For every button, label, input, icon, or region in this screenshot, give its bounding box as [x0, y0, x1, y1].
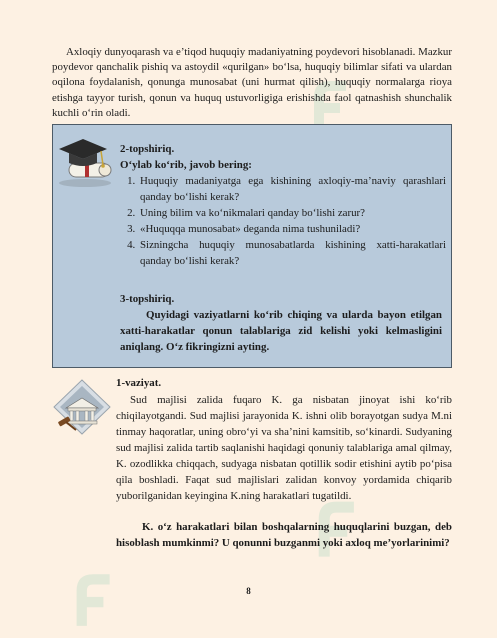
list-item: 4. Sizningcha huquqiy munosabatlarda kishining xatti-harakatlari qanday bo‘lishi kerak? [138, 237, 446, 269]
task2-section [120, 141, 446, 269]
list-item: 2. Uning bilim va ko‘nikmalari qanday bo‘lishi zarur? [138, 205, 446, 221]
list-item: 1. Huquqiy madaniyatga ega kishining axloqiy-ma’naviy qarashlari qanday bo‘lishi kerak? [138, 173, 446, 205]
intro-paragraph: Axloqiy dunyoqarash va e’tiqod huquqiy madaniyatning poydevori hisoblanadi. Mazkur poydevor qanchalik pishiq va astoydil «qurilgan» bo‘lsa, huquqiy bilimlar sifati va ulardan oqilona foydalanish, qonunga munosabat (uni hurmat qilish), huquqiy normalarga rioya etishga tayyor turish, qonun va huquq ustuvorligiga erishishda faol qatnashish shunchalik kuchli o‘rin oladi. [52, 46, 452, 119]
task2-title: 2-topshiriq. [120, 143, 175, 155]
case1-title: 1-vaziyat. [116, 377, 162, 389]
courthouse-gavel-icon [52, 378, 112, 436]
task2-question-list [120, 173, 446, 269]
list-item: 3. «Huquqqa munosabat» deganda nima tushuniladi? [138, 221, 446, 237]
case1-body: Sud majlisi zalida fuqaro K. ga nisbatan jinoyat ishi ko‘rib chiqilayotgandi. Sud majlisi jarayonida K. ishni olib borayotgan sudya M.ni tinmay haqoratlar, uning obro‘yi va sha’nini kamsitib, so‘kinardi. Sudyaning sud majlisi zalida tartib saqlanishi haqidagi qonuniy talablariga amal qilmay, K. ozodlikka chiqqach, sudyaga nisbatan qotillik sodir etishini aytib po‘pisa qila boshladi. Faqat sud majlislari zalidan konvoy yordamida chiqarib yuborilganidan keyingina K.ning harakatlari tugatildi. [116, 394, 452, 502]
page-number: 8 [246, 586, 251, 596]
task3-body: Quyidagi vaziyatlarni ko‘rib chiqing va ularda bayon etilgan xatti-harakatlar qonun talablariga zid kelishi yoki kelmasligini aniqlang. O‘z fikringizni ayting. [120, 309, 442, 353]
case1-question: K. o‘z harakatlari bilan boshqalarning huquqlarini buzgan, deb hisoblash mumkinmi? U qonunni buzganmi yoki axloq me’yorlarinimi? [116, 521, 452, 549]
watermark-logo-icon [62, 568, 118, 630]
graduation-cap-diploma-icon [55, 133, 117, 189]
task3-section [120, 291, 442, 355]
task2-instruction: O‘ylab ko‘rib, javob bering: [120, 159, 252, 171]
task3-title: 3-topshiriq. [120, 293, 175, 305]
